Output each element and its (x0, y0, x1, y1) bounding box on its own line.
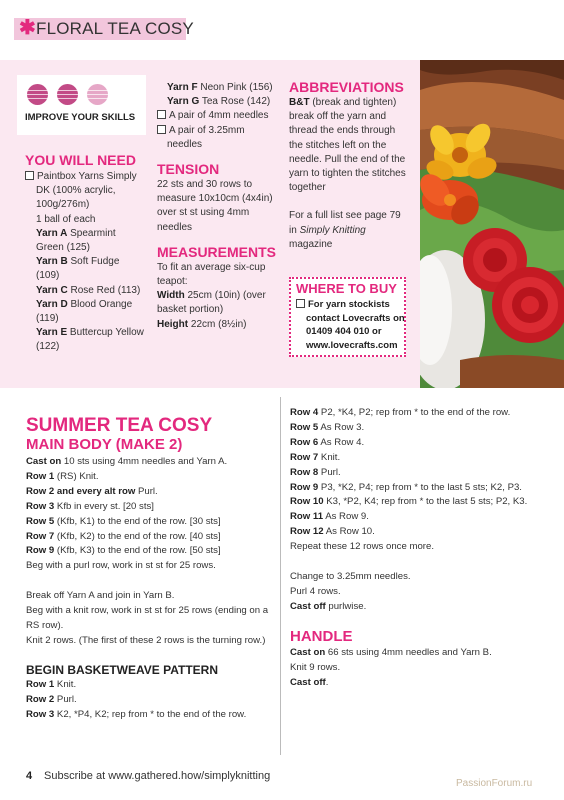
pattern-title: SUMMER TEA COSY (26, 415, 213, 436)
measurements-heading: MEASUREMENTS (157, 243, 277, 260)
instruction-line: Knit 2 rows. (The first of these 2 rows is the turning row.) (26, 634, 266, 646)
pattern-row: Row 6 As Row 4. (290, 436, 365, 448)
yarn-change-paragraph (26, 589, 276, 649)
abbreviation-bt: B&T (break and tighten) break off the yarn and thread the ends through the stitches left on the needle. Pull the end of the yarn to tighten the stitches together (289, 97, 406, 194)
pattern-right-column (290, 406, 534, 691)
yarn-a: Yarn A Spearmint Green (125) (36, 227, 116, 254)
tension-text: 22 sts and 30 rows to measure 10x10cm (4x4in) over st st using 4mm needles (157, 179, 273, 233)
yarn-f: Yarn F Neon Pink (156) (167, 82, 273, 93)
basketweave-rows (26, 678, 276, 723)
basketweave-heading: BEGIN BASKETWEAVE PATTERN (26, 662, 219, 677)
pattern-row: Row 8 Purl. (290, 466, 341, 478)
yarn-ball-icon (27, 84, 48, 105)
checkbox-icon (25, 171, 34, 180)
subscribe-link[interactable]: Subscribe at www.gathered.how/simplyknitting (44, 770, 271, 782)
yarn-g: Yarn G Tea Rose (142) (167, 96, 271, 108)
finishing-paragraph (290, 570, 534, 615)
pattern-row: Row 5 (Kfb, K1) to the end of the row. [30 sts] (26, 515, 221, 527)
handle-heading: HANDLE (290, 627, 353, 645)
pattern-row: Row 4 P2, *K4, P2; rep from * to the end of the row. (290, 407, 511, 418)
pattern-row: Row 10 K3, *P2, K4; rep from * to the last 5 sts; P2, K3. (290, 496, 528, 508)
pattern-row: Row 7 (Kfb, K2) to the end of the row. [40 sts] (26, 530, 221, 542)
needles-4mm-item: A pair of 4mm needles (157, 109, 279, 123)
yarn-d: Yarn D Blood Orange (119) (36, 298, 133, 325)
yarn-brand-item: Paintbox Yarns Simply DK (100% acrylic, 100g/276m) (25, 170, 145, 213)
pattern-left-column (26, 415, 276, 723)
pattern-row: Cast on 66 sts using 4mm needles and Yarn B. (290, 646, 492, 658)
pattern-row: Beg with a purl row, work in st st for 25 rows. (26, 560, 216, 572)
pattern-row: Row 2 and every alt row Purl. (26, 485, 158, 497)
pattern-row: Knit 9 rows. (290, 661, 341, 673)
star-icon: ✱ (19, 17, 36, 39)
you-will-need-section (25, 152, 145, 355)
abbreviations-heading: ABBREVIATIONS (289, 79, 404, 95)
pattern-row: Row 1 (RS) Knit. (26, 470, 99, 482)
yarn-ball-icon (87, 84, 108, 105)
pattern-row: Row 1 Knit. (26, 678, 77, 690)
you-will-need-heading: YOU WILL NEED (25, 152, 136, 168)
instruction-line: Purl 4 rows. (290, 585, 341, 597)
instruction-line: Beg with a knit row, work in st st for 25 rows (ending on a RS row). (26, 605, 269, 632)
materials-col-2 (157, 81, 279, 332)
pattern-row: Row 3 Kfb in every st. [20 sts] (26, 500, 154, 512)
main-body-heading: MAIN BODY (MAKE 2) (26, 436, 183, 453)
pattern-row: Row 12 As Row 10. (290, 526, 375, 538)
pattern-row: Row 3 K2, *P4, K2; rep from * to the end of the row. (26, 708, 247, 720)
yarn-c: Yarn C Rose Red (113) (36, 284, 141, 296)
pattern-row: Cast on 10 sts using 4mm needles and Yarn A. (26, 456, 228, 467)
yarn-ball-icon (57, 84, 78, 105)
where-to-buy-heading: WHERE TO BUY (296, 281, 397, 296)
checkbox-icon (296, 299, 305, 308)
instruction-line: Break off Yarn A and join in Yarn B. (26, 590, 175, 602)
needles-325mm-item: A pair of 3.25mm needles (157, 124, 279, 152)
handle-rows (290, 646, 534, 691)
pattern-row: Row 2 Purl. (26, 693, 77, 705)
instruction-line: Cast off purlwise. (290, 600, 367, 612)
column-divider (280, 397, 281, 755)
pattern-row: Cast off. (290, 676, 329, 688)
watermark: PassionForum.ru (456, 778, 533, 789)
pattern-row: Row 9 (Kfb, K3) to the end of the row. [50 sts] (26, 545, 221, 557)
abbreviations-reference: For a full list see page 79 in Simply Knitting magazine (289, 210, 401, 250)
yarn-e: Yarn E Buttercup Yellow (122) (36, 327, 144, 353)
checkbox-icon (157, 110, 166, 119)
ball-quantity: 1 ball of each (36, 213, 96, 225)
basketweave-rows-cont (290, 406, 534, 555)
tea-cosy-photo (420, 60, 564, 388)
width-measurement: Width 25cm (10in) (over basket portion) (157, 290, 266, 316)
pattern-row: Row 9 P3, *K2, P4; rep from * to the last 5 sts; K2, P3. (290, 481, 522, 493)
pattern-row: Repeat these 12 rows once more. (290, 541, 434, 553)
tension-heading: TENSION (157, 161, 220, 178)
yarn-b: Yarn B Soft Fudge (109) (36, 256, 120, 282)
measurements-intro: To fit an average six-cup teapot: (157, 261, 266, 288)
instruction-line: Change to 3.25mm needles. (290, 571, 411, 583)
page-number: 4 (26, 770, 33, 782)
pattern-row: Row 11 As Row 9. (290, 511, 369, 523)
main-body-rows (26, 455, 276, 574)
where-to-buy-text: For yarn stockists contact Lovecrafts on 01409 404 010 or www.lovecrafts.com (296, 298, 410, 352)
pattern-row: Row 5 As Row 3. (290, 421, 365, 433)
pattern-row: Row 7 Knit. (290, 451, 341, 463)
skill-level-label: IMPROVE YOUR SKILLS (25, 112, 136, 123)
page-title: FLORAL TEA COSY (36, 19, 194, 38)
abbreviations-section (289, 79, 411, 252)
checkbox-icon (157, 125, 166, 134)
height-measurement: Height 22cm (8½in) (157, 318, 247, 330)
